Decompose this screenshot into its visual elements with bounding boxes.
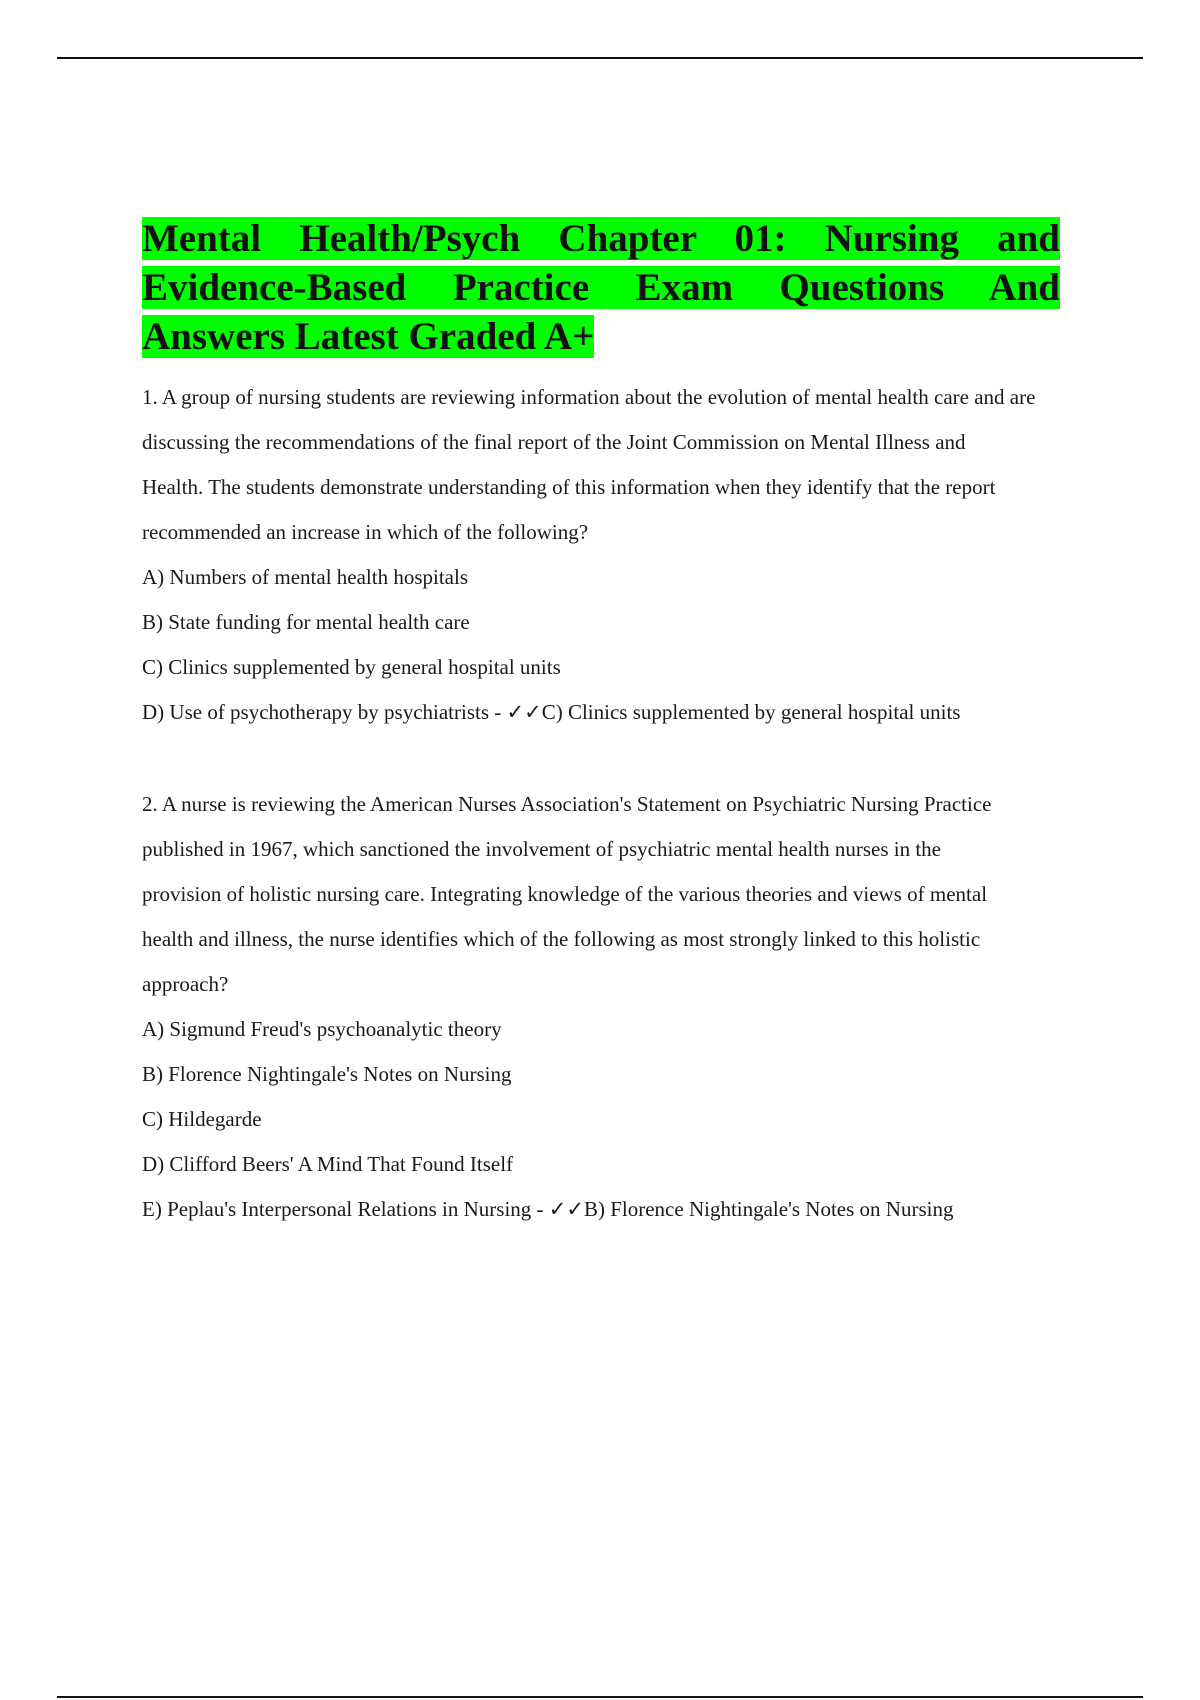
top-rule: [57, 57, 1143, 59]
answer-option: A) Sigmund Freud's psychoanalytic theory: [142, 1017, 502, 1041]
question-text-line: health and illness, the nurse identifies which of the following as most strongly linked to this holistic: [142, 927, 981, 951]
document-body: [142, 214, 1060, 1240]
question-2: [142, 790, 1060, 1240]
question-text-line: 2. A nurse is reviewing the American Nurses Association's Statement on Psychiatric Nursing Practice: [142, 792, 992, 816]
answer-option-with-key: E) Peplau's Interpersonal Relations in Nursing - ✓✓B) Florence Nightingale's Notes on Nursing: [142, 1197, 954, 1221]
answer-option: B) State funding for mental health care: [142, 610, 470, 634]
question-text-line: Health. The students demonstrate understanding of this information when they identify that the report: [142, 475, 996, 499]
answer-option: C) Clinics supplemented by general hospital units: [142, 655, 561, 679]
question-1: [142, 383, 1060, 743]
bottom-rule: [57, 1696, 1143, 1698]
answer-option: D) Clifford Beers' A Mind That Found Itself: [142, 1152, 514, 1176]
question-text-line: approach?: [142, 972, 229, 996]
answer-option: C) Hildegarde: [142, 1107, 262, 1131]
answer-option: B) Florence Nightingale's Notes on Nursing: [142, 1062, 512, 1086]
document-title: [142, 214, 1060, 361]
title-highlight: Mental Health/Psych Chapter 01: Nursing and Evidence-Based Practice Exam Questions And Answers Latest Graded A+: [142, 217, 1060, 358]
answer-option: A) Numbers of mental health hospitals: [142, 565, 469, 589]
question-spacer: [142, 743, 1060, 790]
answer-option-with-key: D) Use of psychotherapy by psychiatrists - ✓✓C) Clinics supplemented by general hospital units: [142, 700, 961, 724]
question-text-line: provision of holistic nursing care. Integrating knowledge of the various theories and views of mental: [142, 882, 988, 906]
question-text-line: recommended an increase in which of the following?: [142, 520, 589, 544]
question-text-line: discussing the recommendations of the final report of the Joint Commission on Mental Illness and: [142, 430, 966, 454]
question-text-line: 1. A group of nursing students are reviewing information about the evolution of mental health care and are: [142, 385, 1036, 409]
question-text-line: published in 1967, which sanctioned the involvement of psychiatric mental health nurses in the: [142, 837, 941, 861]
